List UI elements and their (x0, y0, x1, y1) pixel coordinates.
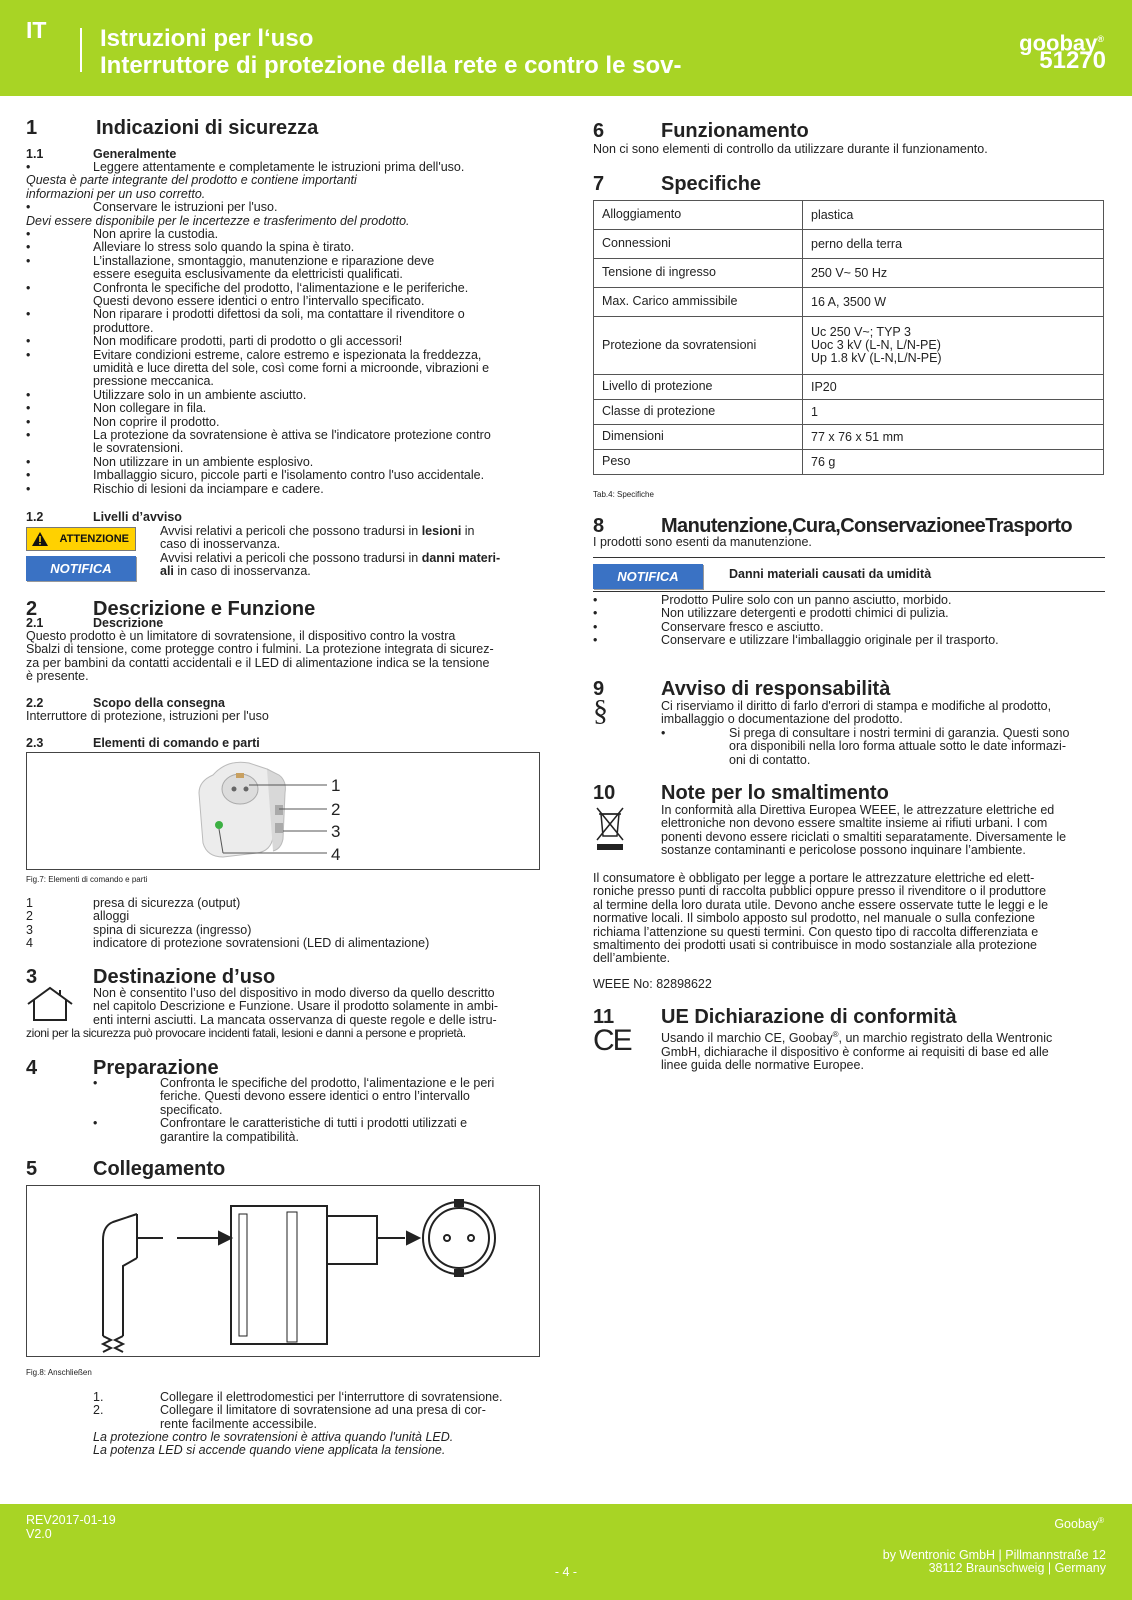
section-4-title: Preparazione (93, 1057, 219, 1079)
maintenance-text: I prodotti sono esenti da manutenzione. (593, 535, 812, 549)
section-2-1-number: 2.1 (26, 616, 44, 630)
part-text: alloggi (93, 909, 130, 924)
safety-text: Non riparare i prodotti difettosi da soli, ma contattare il rivenditore o (93, 307, 465, 322)
moisture-warning-title: Danni materiali causati da umidità (729, 567, 932, 581)
ce-mark-icon: CE (593, 1024, 631, 1057)
conformity-text: Usando il marchio CE, Goobay®, un marchio registrato della Wentronic GmbH, dichiarache il dispositivo è conforme ai requisiti di base ed alle linee guida delle normative Europee. (661, 1030, 1053, 1072)
surge-protector-illustration (27, 753, 539, 869)
bullet: • (26, 347, 31, 362)
safety-text: informazioni per un uso corretto. (26, 186, 206, 201)
spec-label: Max. Carico ammissibile (594, 288, 803, 317)
bullet: • (26, 401, 31, 416)
part-label-2: 2 (331, 800, 341, 819)
figure-8-connection (26, 1185, 540, 1357)
part-text: indicatore di protezione sovratensioni (LED di alimentazione) (93, 936, 430, 951)
delivery-scope-text: Interruttore di protezione, istruzioni per l'uso (26, 709, 269, 723)
bullet: • (26, 454, 31, 469)
section-2-number: 2 (26, 598, 38, 620)
section-2-2-title: Scopo della consegna (93, 696, 225, 710)
weee-text: In conformità alla Direttiva Europea WEEE, le attrezzature elettriche ed elettroniche non devono essere smaltite insieme ai rifiuti urbani. I com ponenti devono essere riciclati o smaltiti separatamente. Diversamente le sostanze contaminanti e pericolose possono inquinare l’ambiente. (661, 803, 1067, 858)
safety-text: Questa è parte integrante del prodotto e contiene importanti (26, 173, 357, 188)
bullet: • (93, 1116, 98, 1131)
part-label-3: 3 (331, 822, 341, 841)
brand-logo: goobay® (1019, 30, 1104, 56)
table-4-caption: Tab.4: Specifiche (593, 490, 654, 499)
bullet: • (26, 414, 31, 429)
section-7-title: Specifiche (661, 173, 762, 195)
bullet: • (26, 253, 31, 268)
safety-text: Non modificare prodotti, parti di prodotto o gli accessori! (93, 334, 403, 349)
part-number: 4 (26, 936, 33, 951)
section-5-number: 5 (26, 1158, 38, 1180)
operation-text: Non ci sono elementi di controllo da utilizzare durante il funzionamento. (593, 142, 988, 156)
section-2-title: Descrizione e Funzione (93, 598, 316, 620)
spec-label: Tensione di ingresso (594, 259, 803, 288)
disposal-paragraph: Il consumatore è obbligato per legge a portare le attrezzature elettriche ed elett- roniche presso punti di raccolta pubblici oppure presso il rivenditore o il produttore al termine della loro durata utile. Devono anche essere osservate tutte le leggi e le normative locali. Il simbolo apposto sul prodotto, nel manuale o sulla confezione richiama l’attenzione su questi termini. Con questo tipo di raccolta differenziata e smaltimento dei prodotti usati si contribuisce in modo sostanziale alla protezione dell’ambiente. (593, 871, 1049, 966)
bullet: • (26, 227, 31, 241)
bullet: • (26, 387, 31, 402)
safety-text: le sovratensioni. (93, 441, 184, 456)
part-number: 2 (26, 909, 33, 924)
left-column (26, 0, 546, 1500)
section-8-number: 8 (593, 515, 605, 537)
safety-text: Non coprire il prodotto. (93, 414, 220, 429)
part-number: 3 (26, 922, 33, 937)
safety-text: Questi devono essere identici o entro l’intervallo specificato. (93, 294, 425, 308)
care-text: Conservare e utilizzare l‘imballaggio originale per il trasporto. (661, 633, 999, 648)
figure-7-caption: Fig.7: Elementi di comando e parti (26, 875, 148, 884)
safety-text: Alleviare lo stress solo quando la spina è tirato. (93, 240, 355, 255)
safety-text: produttore. (93, 320, 154, 335)
footer-address: by Wentronic GmbH | Pillmannstraße 12 38112 Braunschweig | Germany (882, 1548, 1106, 1576)
bullet: • (26, 240, 31, 255)
description-text: Questo prodotto è un limitatore di sovratensione, il dispositivo contro la vostra Sbalzi di tensione, come protegge contro i fulmini. La protezione integrata di sicurez- za per bambini da contatti accidentali e il LED di alimentazione indica se la tensione è presente. (26, 629, 494, 684)
part-text: spina di sicurezza (ingresso) (93, 922, 252, 937)
safety-text: essere eseguita esclusivamente da elettricisti qualificati. (93, 267, 403, 282)
safety-text: pressione meccanica. (93, 374, 214, 389)
figure-7-parts (26, 752, 540, 870)
divider-line-2 (593, 591, 1105, 592)
safety-text: Devi essere disponibile per le incertezze e trasferimento del prodotto. (26, 213, 410, 228)
safety-text: Non collegare in fila. (93, 401, 207, 416)
safety-text: Confronta le specifiche del prodotto, l‘alimentazione e le periferiche. (93, 280, 469, 295)
section-7-number: 7 (593, 173, 605, 195)
house-icon (26, 986, 74, 1022)
page-number: - 4 - (554, 1565, 578, 1579)
section-6-number: 6 (593, 120, 605, 142)
safety-text: umidità e luce diretta del sole, così come forni a microonde, vibrazioni e (93, 361, 490, 375)
preparation-text: specificato. (160, 1102, 223, 1117)
preparation-text: feriche. Questi devono essere identici o entro l’intervallo (160, 1089, 470, 1104)
section-9-title: Avviso di responsabilità (661, 678, 891, 700)
section-1-1-title: Generalmente (93, 147, 177, 161)
weee-number: WEEE No: 82898622 (593, 977, 712, 991)
section-1-number: 1 (26, 117, 38, 139)
spec-value: plastica (803, 201, 1104, 230)
doc-title: Istruzioni per l‘uso (100, 25, 314, 52)
spec-value: 77 x 76 x 51 mm (803, 425, 1104, 450)
section-3-title: Destinazione d’uso (93, 966, 276, 988)
step-text: Collegare il elettrodomestici per l‘interruttore di sovratensione. (160, 1390, 503, 1404)
preparation-text: Confronta le specifiche del prodotto, l‘alimentazione e le peri (160, 1076, 495, 1090)
spec-label: Connessioni (594, 230, 803, 259)
bullet: • (593, 606, 598, 621)
attenzione-badge: ATTENZIONE (26, 527, 136, 551)
section-1-title: Indicazioni di sicurezza (96, 117, 319, 139)
spec-label: Livello di protezione (594, 375, 803, 400)
safety-text: La protezione da sovratensione è attiva se l'indicatore protezione contro (93, 428, 491, 442)
notifica-badge-8: NOTIFICA (593, 564, 703, 589)
safety-text: Conservare le istruzioni per l'uso. (93, 200, 278, 215)
weee-bin-icon (595, 806, 625, 852)
section-2-2-number: 2.2 (26, 696, 44, 710)
article-number: 51270 (1039, 47, 1106, 74)
spec-label: Alloggiamento (594, 201, 803, 230)
notifica-text: Avvisi relativi a pericoli che possono tradursi in danni materi- ali in caso di inosservanza. (160, 551, 501, 579)
spec-label: Protezione da sovratensioni (594, 317, 803, 375)
bullet: • (26, 468, 31, 483)
attenzione-text: Avvisi relativi a pericoli che possono tradursi in lesioni in caso di inosservanza. (160, 524, 475, 552)
bullet: • (593, 619, 598, 634)
bullet: • (93, 1076, 98, 1090)
bullet: • (26, 334, 31, 349)
section-6-title: Funzionamento (661, 120, 809, 142)
section-3-number: 3 (26, 966, 38, 988)
spec-value: 250 V~ 50 Hz (803, 259, 1104, 288)
revision: REV2017-01-19 (26, 1513, 116, 1527)
safety-text: Non utilizzare in un ambiente esplosivo. (93, 454, 314, 469)
product-title: Interruttore di protezione della rete e contro le sov- (100, 52, 682, 79)
intended-use-text: Non è consentito l’uso del dispositivo in modo diverso da quello descritto nel capitolo Descrizione e Funzione. Usare il prodotto solamente in ambi- enti interni asciutti. La mancata osservanza di queste regole e delle istru- (93, 986, 499, 1027)
care-text: Conservare fresco e asciutto. (661, 619, 824, 634)
connection-note-2: La potenza LED si accende quando viene applicata la tensione. (93, 1443, 446, 1457)
care-text: Prodotto Pulire solo con un panno asciutto, morbido. (661, 593, 952, 607)
figure-8-caption: Fig.8: Anschließen (26, 1368, 92, 1377)
safety-text: Utilizzare solo in un ambiente asciutto. (93, 387, 307, 402)
section-1-2-title: Livelli d’avviso (93, 510, 182, 524)
spec-value: IP20 (803, 375, 1104, 400)
spec-value: 16 A, 3500 W (803, 288, 1104, 317)
part-label-4: 4 (331, 845, 341, 864)
bullet: • (26, 307, 31, 322)
safety-text: Imballaggio sicuro, piccole parti e l'isolamento contro l'uso accidentale. (93, 468, 485, 483)
bullet: • (26, 428, 31, 442)
divider-line (593, 557, 1105, 558)
safety-text: L’installazione, smontaggio, manutenzione e riparazione deve (93, 253, 435, 268)
preparation-text: garantire la compatibilità. (160, 1129, 299, 1144)
section-5-title: Collegamento (93, 1158, 226, 1180)
section-11-title: UE Dichiarazione di conformità (661, 1006, 957, 1028)
bullet: • (26, 160, 31, 174)
section-10-title: Note per lo smaltimento (661, 782, 889, 804)
notifica-badge: NOTIFICA (26, 556, 136, 581)
bullet: • (26, 280, 31, 295)
section-11-number: 11 (593, 1006, 615, 1028)
section-9-number: 9 (593, 678, 605, 700)
bullet: • (26, 200, 31, 215)
section-10-number: 10 (593, 782, 616, 804)
version: V2.0 (26, 1527, 52, 1541)
step-text: Collegare il limitatore di sovratensione ad una presa di cor- (160, 1403, 486, 1418)
paragraph-icon: § (593, 694, 608, 727)
step-number: 1. (93, 1390, 104, 1404)
part-number: 1 (26, 896, 33, 910)
spec-value: 1 (803, 400, 1104, 425)
section-2-3-number: 2.3 (26, 736, 44, 750)
spec-value: 76 g (803, 450, 1104, 475)
care-text: Non utilizzare detergenti e prodotti chimici di pulizia. (661, 606, 949, 621)
safety-text: Leggere attentamente e completamente le istruzioni prima dell'uso. (93, 160, 465, 174)
safety-text: Evitare condizioni estreme, calore estremo e ispezionata la freddezza, (93, 347, 482, 362)
part-label-1: 1 (331, 776, 341, 795)
liability-bullet: • (661, 726, 666, 740)
spec-value: Uc 250 V~; TYP 3 Uoc 3 kV (L-N, L/N-PE) Up 1.8 kV (L-N,L/N-PE) (803, 317, 1104, 375)
section-2-3-title: Elementi di comando e parti (93, 736, 260, 750)
bullet: • (26, 481, 31, 496)
safety-text: Rischio di lesioni da inciampare e cadere. (93, 481, 324, 496)
section-1-2-number: 1.2 (26, 510, 44, 524)
section-8-title: Manutenzione,Cura,ConservazioneeTrasporto (661, 515, 1073, 537)
section-2-1-title: Descrizione (93, 616, 164, 630)
safety-text: Non aprire la custodia. (93, 227, 219, 241)
connection-illustration (27, 1186, 539, 1356)
warning-icon (31, 531, 49, 547)
language-code: IT (26, 17, 47, 43)
section-1-1-number: 1.1 (26, 147, 44, 161)
spec-label: Peso (594, 450, 803, 475)
part-text: presa di sicurezza (output) (93, 896, 241, 910)
step-number: 2. (93, 1403, 104, 1418)
spec-label: Dimensioni (594, 425, 803, 450)
connection-note-1: La protezione contro le sovratensioni è attiva quando l'unità LED. (93, 1430, 454, 1444)
section-4-number: 4 (26, 1057, 38, 1079)
liability-text: Ci riserviamo il diritto di farlo d'errori di stampa e modifiche al prodotto, imballaggio o documentazione del prodotto. (661, 699, 1052, 727)
spec-value: perno della terra (803, 230, 1104, 259)
liability-subtext: Si prega di consultare i nostri termini di garanzia. Questi sono ora disponibili nella loro forma attuale sotto le date informazi- oni di contatto. (729, 726, 1070, 767)
step-text: rente facilmente accessibile. (160, 1416, 318, 1431)
page-footer (0, 1504, 1132, 1600)
bullet: • (593, 633, 598, 648)
footer-brand: Goobay® (1054, 1516, 1104, 1532)
intended-use-last: zioni per la sicurezza può provocare incidenti fatali, lesioni e danni a persone e proprietà. (26, 1026, 466, 1040)
preparation-text: Confrontare le caratteristiche di tutti i prodotti utilizzati e (160, 1116, 468, 1131)
spec-label: Classe di protezione (594, 400, 803, 425)
bullet: • (593, 593, 598, 607)
right-column-lower (593, 0, 1113, 1500)
